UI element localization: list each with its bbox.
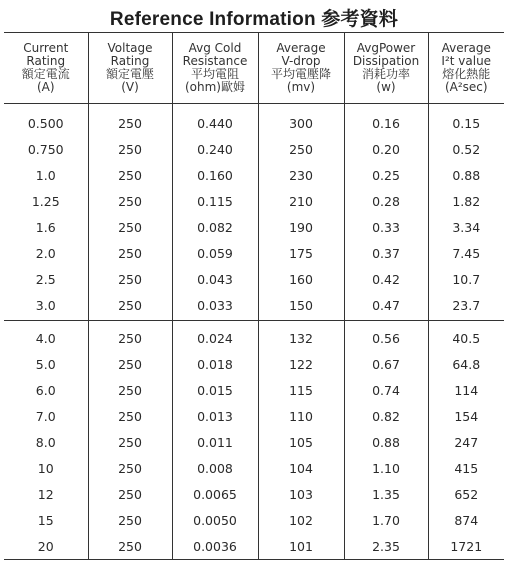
table-cell: 0.160 [172,162,258,188]
table-cell: 150 [258,292,344,321]
table-cell: 250 [88,533,172,560]
table-cell: 0.0036 [172,533,258,560]
table-cell: 102 [258,507,344,533]
header-row [4,33,504,104]
table-cell: 0.15 [452,115,481,131]
table-cell: 250 [88,240,172,266]
table-cell: 0.56 [344,321,428,352]
table-cell: 101 [258,533,344,560]
table-cell: 7.45 [452,245,481,261]
table-cell: 132 [258,321,344,352]
header-line: Current [23,41,69,55]
header-line: (A²sec) [444,80,488,94]
table-row [4,429,504,455]
table-cell: 23.7 [428,292,504,321]
header-line: Resistance [182,54,248,68]
table-cell: 250 [258,136,344,162]
column-header-voltage-rating [88,33,172,104]
header-line: (A) [36,80,55,94]
table-cell: 652 [454,486,479,502]
table-cell: 0.0050 [172,507,258,533]
header-line: (V) [121,80,139,94]
header-line: Average [441,41,491,55]
table-cell: 10 [4,455,88,481]
table-cell: 110 [258,403,344,429]
table-cell: 0.74 [344,377,428,403]
column-header-average-v-drop [258,33,344,104]
table-row [4,377,504,403]
table-cell: 0.024 [172,321,258,352]
table-cell: 250 [88,455,172,481]
table-cell: 115 [258,377,344,403]
table-cell: 250 [88,377,172,403]
table-cell: 1.0 [4,162,88,188]
table-cell: 114 [454,382,479,398]
header-line: V-drop [281,54,321,68]
table-cell: 0.018 [172,351,258,377]
table-cell: 8.0 [4,429,88,455]
table-row [4,292,504,321]
table-cell: 0.28 [344,188,428,214]
table-row [4,266,504,292]
table-cell: 0.52 [452,141,481,157]
table-cell: 154 [454,408,479,424]
table-cell: 7.0 [4,403,88,429]
table-row [4,455,504,481]
table-cell: 103 [258,481,344,507]
table-cell: 1.35 [344,481,428,507]
table-cell: 190 [258,214,344,240]
table-cell: 4.0 [4,321,88,352]
table-cell: 105 [258,429,344,455]
table-cell: 0.25 [344,162,428,188]
header-line: Average [276,41,326,55]
table-row [4,351,504,377]
header-line: Rating [26,54,66,68]
table-cell: 0.37 [344,240,428,266]
table-cell: 0.750 [4,136,88,162]
header-line: 額定電壓 [105,67,154,81]
table-cell: 250 [88,214,172,240]
header-line: 額定電流 [21,67,70,81]
table-cell: 2.5 [4,266,88,292]
header-line: Voltage [107,41,153,55]
table-row [4,104,504,137]
table-cell: 122 [258,351,344,377]
table-row [4,214,504,240]
table-cell: 0.16 [344,104,428,137]
column-header-current-rating [4,33,88,104]
table-row [4,481,504,507]
table-cell: 1721 [428,533,504,560]
table-cell: 0.008 [172,455,258,481]
column-header-i2t-value [428,33,504,104]
table-cell: 250 [88,429,172,455]
table-cell: 1.70 [344,507,428,533]
table-cell: 0.043 [172,266,258,292]
table-cell: 874 [454,512,479,528]
table-cell: 250 [88,507,172,533]
table-cell: 250 [88,104,172,137]
table-cell: 0.440 [172,104,258,137]
header-line: Dissipation [352,54,420,68]
table-cell: 1.6 [4,214,88,240]
header-line: Rating [110,54,150,68]
table-cell: 0.082 [172,214,258,240]
table-cell: 0.0065 [172,481,258,507]
table-cell: 250 [88,136,172,162]
table-cell: 0.500 [4,104,88,137]
table-cell: 10.7 [452,271,481,287]
table-cell: 0.47 [344,292,428,321]
table-cell: 0.059 [172,240,258,266]
table-cell: 250 [88,266,172,292]
table-cell: 250 [88,321,172,352]
table-cell: 250 [88,351,172,377]
table-cell: 230 [258,162,344,188]
table-cell: 250 [88,188,172,214]
table-cell: 0.82 [344,403,428,429]
header-line: Avg Cold [188,41,242,55]
table-cell: 0.115 [172,188,258,214]
table-cell: 0.20 [344,136,428,162]
table-cell: 0.88 [344,429,428,455]
table-cell: 1.25 [4,188,88,214]
table-cell: 12 [4,481,88,507]
table-cell: 250 [88,481,172,507]
header-line: I²t value [441,54,492,68]
table-cell: 0.33 [344,214,428,240]
table-cell: 250 [88,403,172,429]
table-cell: 175 [258,240,344,266]
table-cell: 64.8 [452,356,481,372]
table-cell: 0.015 [172,377,258,403]
table-cell: 2.35 [344,533,428,560]
header-line: 平均電壓降 [270,67,331,81]
table-cell: 6.0 [4,377,88,403]
table-cell: 3.34 [452,219,481,235]
table-cell: 250 [88,162,172,188]
table-cell: 20 [4,533,88,560]
header-line: AvgPower [356,41,416,55]
table-cell: 415 [454,460,479,476]
table-cell: 300 [258,104,344,137]
table-cell: 250 [88,292,172,321]
table-row [4,507,504,533]
table-cell: 0.42 [344,266,428,292]
table-cell: 247 [454,434,479,450]
table-row [4,321,504,352]
table-row [4,533,504,560]
table-cell: 1.10 [344,455,428,481]
table-row [4,403,504,429]
table-cell: 104 [258,455,344,481]
header-line: (ohm)歐姆 [184,80,245,94]
table-row [4,162,504,188]
table-cell: 0.88 [452,167,481,183]
table-cell: 210 [258,188,344,214]
column-header-avg-power-dissipation [344,33,428,104]
header-line: 熔化熱能 [442,67,491,81]
column-header-avg-cold-resistance [172,33,258,104]
table-cell: 40.5 [452,330,481,346]
header-line: (w) [376,80,396,94]
table-cell: 5.0 [4,351,88,377]
reference-table [4,32,504,560]
table-cell: 0.033 [172,292,258,321]
table-cell: 0.011 [172,429,258,455]
page-title: Reference Information 参考資料 [109,9,399,30]
table-cell: 160 [258,266,344,292]
table-cell: 0.013 [172,403,258,429]
header-line: 消耗功率 [361,67,410,81]
table-cell: 0.240 [172,136,258,162]
table-body [4,104,504,560]
table-row [4,240,504,266]
table-row [4,188,504,214]
table-row [4,136,504,162]
table-cell: 2.0 [4,240,88,266]
header-line: (mv) [286,80,316,94]
table-cell: 3.0 [4,292,88,321]
table-cell: 15 [4,507,88,533]
table-cell: 0.67 [344,351,428,377]
header-line: 平均電阻 [190,67,239,81]
table-cell: 1.82 [452,193,481,209]
